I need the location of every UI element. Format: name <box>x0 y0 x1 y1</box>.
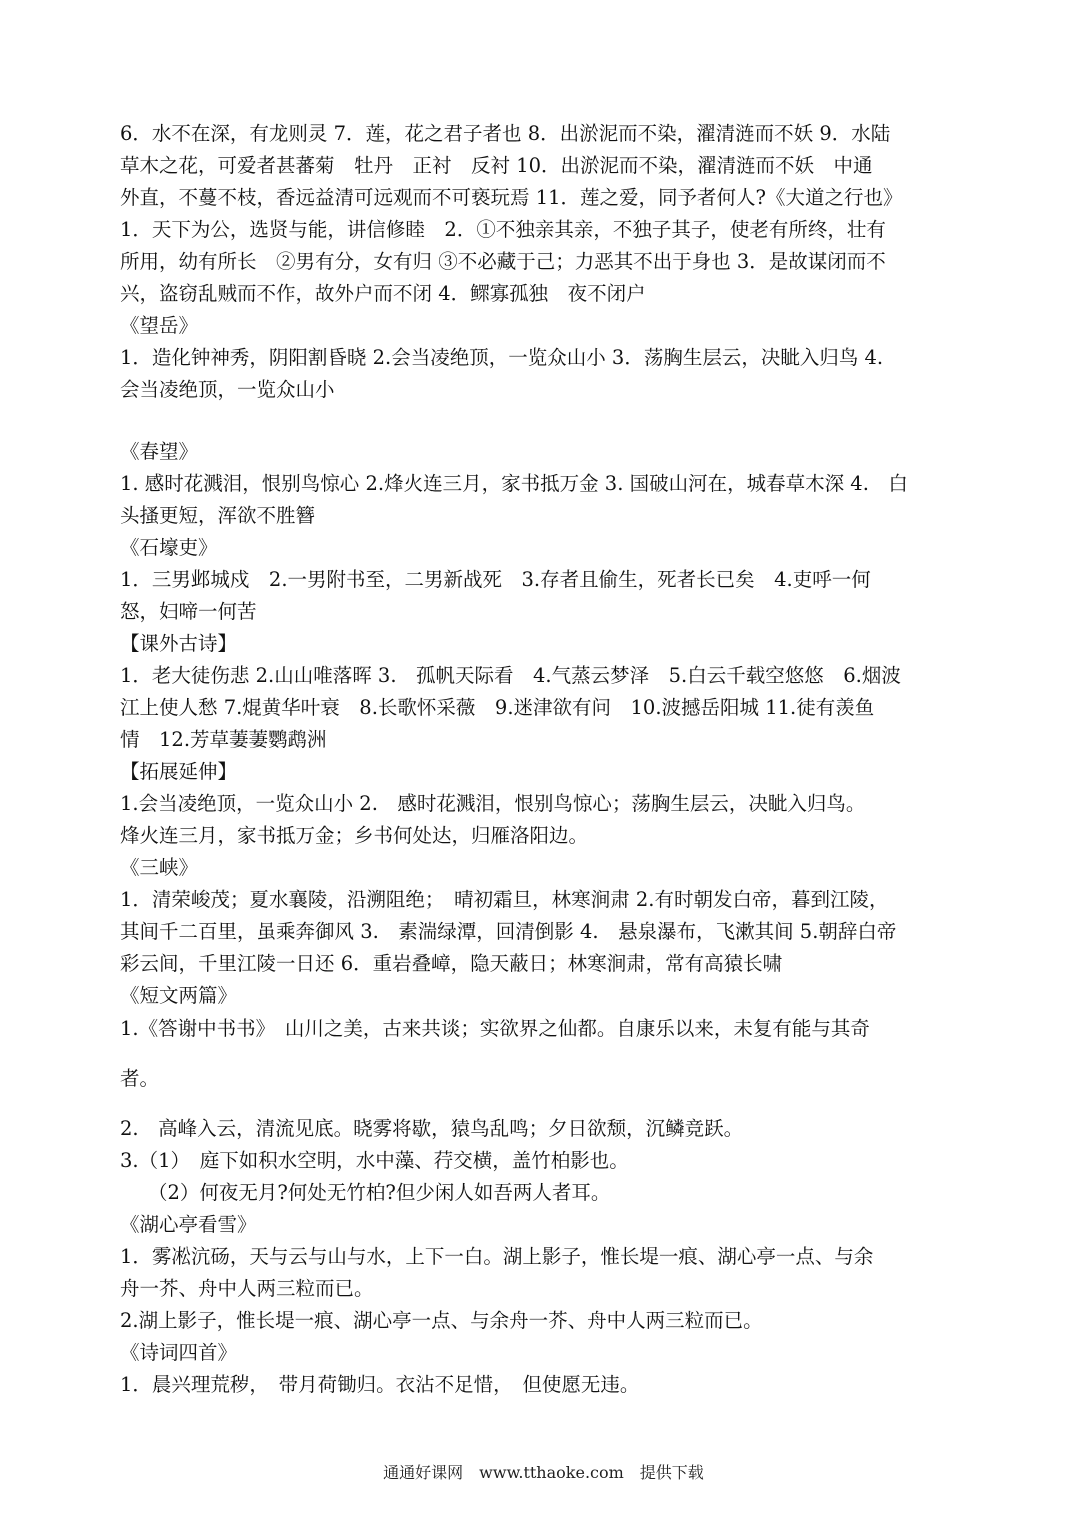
text-line: 1．造化钟神秀，阴阳割昏晓 2.会当凌绝顶，一览众山小 3．荡胸生层云，决眦入归鸟 4. <box>120 346 884 369</box>
text-line: 1．天下为公，选贤与能，讲信修睦 2．①不独亲其亲，不独子其子，使老有所终，壮有 <box>120 218 886 241</box>
text-line: 3.（1） 庭下如积水空明，水中藻、荇交横，盖竹柏影也。 <box>120 1149 629 1172</box>
text-line: 1．清荣峻茂；夏水襄陵，沿溯阻绝； 晴初霜旦，林寒涧肃 2.有时朝发白帝，暮到江陵， <box>120 888 889 911</box>
section-heading: 《诗词四首》 <box>120 1341 238 1364</box>
text-line: 2.湖上影子，惟长堤一痕、湖心亭一点、与余舟一芥、舟中人两三粒而已。 <box>120 1309 763 1332</box>
text-line: 1．晨兴理荒秽， 带月荷锄归。衣沾不足惜， 但使愿无违。 <box>120 1373 640 1396</box>
text-line: 会当凌绝顶，一览众山小 <box>120 378 335 401</box>
section-heading: 《三峡》 <box>120 856 199 879</box>
section-heading: 《湖心亭看雪》 <box>120 1213 257 1236</box>
blank-gap <box>120 406 970 436</box>
text-line: 烽火连三月，家书抵万金；乡书何处达，归雁洛阳边。 <box>120 824 589 847</box>
text-line: 其间千二百里，虽乘奔御风 3. 素湍绿潭，回清倒影 4. 悬泉瀑布，飞漱其间 5.朝辞白帝 <box>120 920 897 943</box>
text-line: 1. 感时花溅泪，恨别鸟惊心 2.烽火连三月，家书抵万金 3. 国破山河在，城春草木深 4. 白 <box>120 472 908 495</box>
section-heading: 《石壕吏》 <box>120 536 218 559</box>
text-line: 6．水不在深，有龙则灵 7．莲，花之君子者也 8．出淤泥而不染，濯清涟而不妖 9．水陆 <box>120 122 891 145</box>
blank-gap <box>120 1095 970 1113</box>
text-line: 草木之花，可爱者甚蕃菊 牡丹 正衬 反衬 10．出淤泥而不染，濯清涟而不妖 中通 <box>120 154 873 177</box>
text-line: 1.《答谢中书书》 山川之美，古来共谈；实欲界之仙都。自康乐以来，未复有能与其奇 <box>120 1017 870 1040</box>
text-line: 所用，幼有所长 ②男有分，女有归 ③不必藏于己；力恶其不出于身也 3．是故谋闭而不 <box>120 250 886 273</box>
text-line: 2. 高峰入云，清流见底。晓雾将歇，猿鸟乱鸣；夕日欲颓，沉鳞竞跃。 <box>120 1117 744 1140</box>
text-line: 彩云间，千里江陵一日还 6．重岩叠嶂，隐天蔽日；林寒涧肃，常有高猿长啸 <box>120 952 783 975</box>
text-line: 头搔更短，浑欲不胜簪 <box>120 504 316 527</box>
section-heading: 【拓展延伸】 <box>120 760 238 783</box>
text-line: 情 12.芳草萋萋鹦鹉洲 <box>120 728 327 751</box>
text-line: （2）何夜无月?何处无竹柏?但少闲人如吾两人者耳。 <box>148 1181 611 1204</box>
section-heading: 《短文两篇》 <box>120 984 238 1007</box>
text-line: 1．雾凇沆砀，天与云与山与水，上下一白。湖上影子，惟长堤一痕、湖心亭一点、与余 <box>120 1245 874 1268</box>
text-line: 兴，盗窃乱贼而不作，故外户而不闭 4．鳏寡孤独 夜不闭户 <box>120 282 646 305</box>
text-line: 外直，不蔓不枝，香远益清可远观而不可亵玩焉 11．莲之爱，同予者何人?《大道之行也》 <box>120 186 903 209</box>
blank-gap <box>120 1045 970 1063</box>
text-line: 1．三男邺城戍 2.一男附书至，二男新战死 3.存者且偷生，死者长已矣 4.吏呼一何 <box>120 568 871 591</box>
text-line: 1.会当凌绝顶，一览众山小 2. 感时花溅泪，恨别鸟惊心；荡胸生层云，决眦入归鸟。 <box>120 792 866 815</box>
section-heading: 《春望》 <box>120 440 199 463</box>
page-footer: 通通好课网 www.tthaoke.com 提供下载 <box>383 1463 704 1482</box>
text-line: 1．老大徒伤悲 2.山山唯落晖 3. 孤帆天际看 4.气蒸云梦泽 5.白云千载空悠悠 6.烟波 <box>120 664 901 687</box>
document-body <box>120 118 970 1401</box>
section-heading: 【课外古诗】 <box>120 632 238 655</box>
text-line: 舟一芥、舟中人两三粒而已。 <box>120 1277 374 1300</box>
text-line: 江上使人愁 7.焜黄华叶衰 8.长歌怀采薇 9.迷津欲有问 10.波撼岳阳城 11.徒有羡鱼 <box>120 696 875 719</box>
section-heading: 《望岳》 <box>120 314 199 337</box>
text-line: 怒，妇啼一何苦 <box>120 600 257 623</box>
text-line: 者。 <box>120 1067 160 1090</box>
